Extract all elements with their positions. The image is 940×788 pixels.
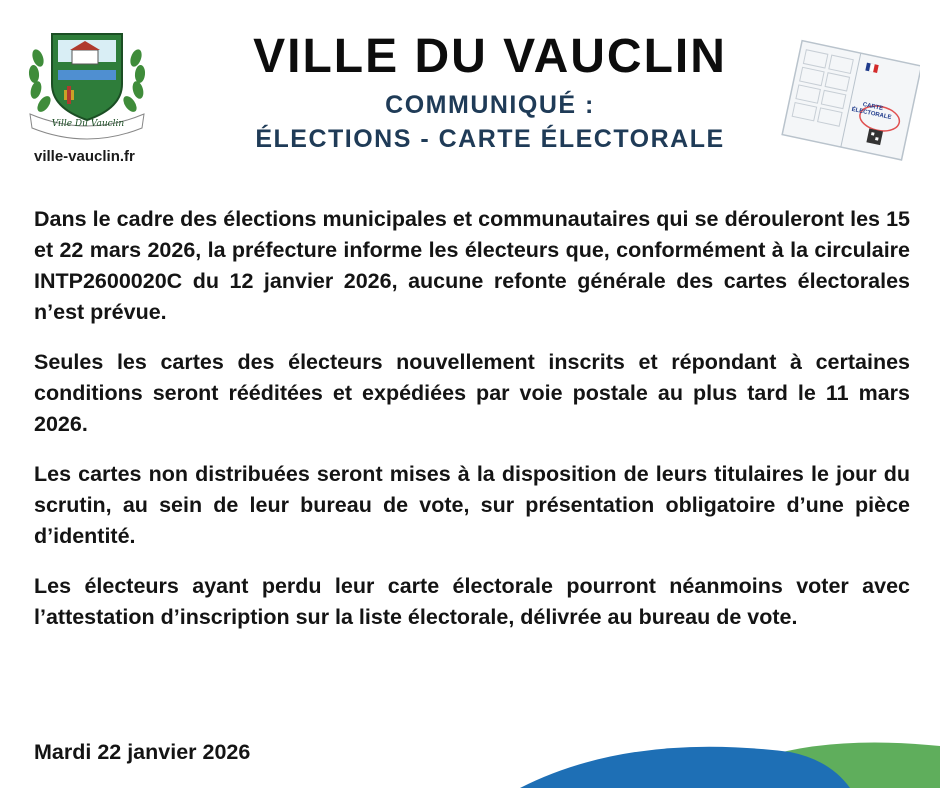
paragraph-4: Les électeurs ayant perdu leur carte électorale pourront néanmoins voter avec l’attestation d’inscription sur la liste électorale, délivrée au bureau de vote. [34, 574, 910, 629]
logo-ribbon-text: Ville Du Vauclin [51, 119, 125, 129]
paragraph-1: Dans le cadre des élections municipales et communautaires qui se dérouleront les 15 et 22 mars 2026, la préfecture informe les électeurs que, conformément à la circulaire INTP2600020C du 12 janvier 2026, aucune refonte générale des cartes électorales n’est prévue. [34, 207, 910, 324]
voter-card-label: CARTE ÉLECTORALE [850, 102, 892, 122]
subtitle-line-1: COMMUNIQUÉ : [385, 91, 595, 119]
subtitle-line-2: ÉLECTIONS - CARTE ÉLECTORALE [255, 125, 725, 153]
header [180, 30, 800, 156]
announcement-body [34, 204, 910, 652]
town-logo [22, 28, 152, 140]
paragraph-3: Les cartes non distribuées seront mises à la disposition de leurs titulaires le jour du scrutin, au sein de leur bureau de vote, sur présentation obligatoire d’une pièce d’identité. [34, 462, 910, 548]
publication-date: Mardi 22 janvier 2026 [34, 740, 251, 764]
voter-card-image [780, 38, 920, 170]
paragraph-2: Seules les cartes des électeurs nouvellement inscrits et répondant à certaines conditions seront rééditées et expédiées par voie postale au plus tard le 11 mars 2026. [34, 350, 910, 436]
page-title: VILLE DU VAUCLIN [253, 30, 727, 83]
decorative-waves [520, 730, 940, 788]
site-url: ville-vauclin.fr [34, 148, 135, 165]
